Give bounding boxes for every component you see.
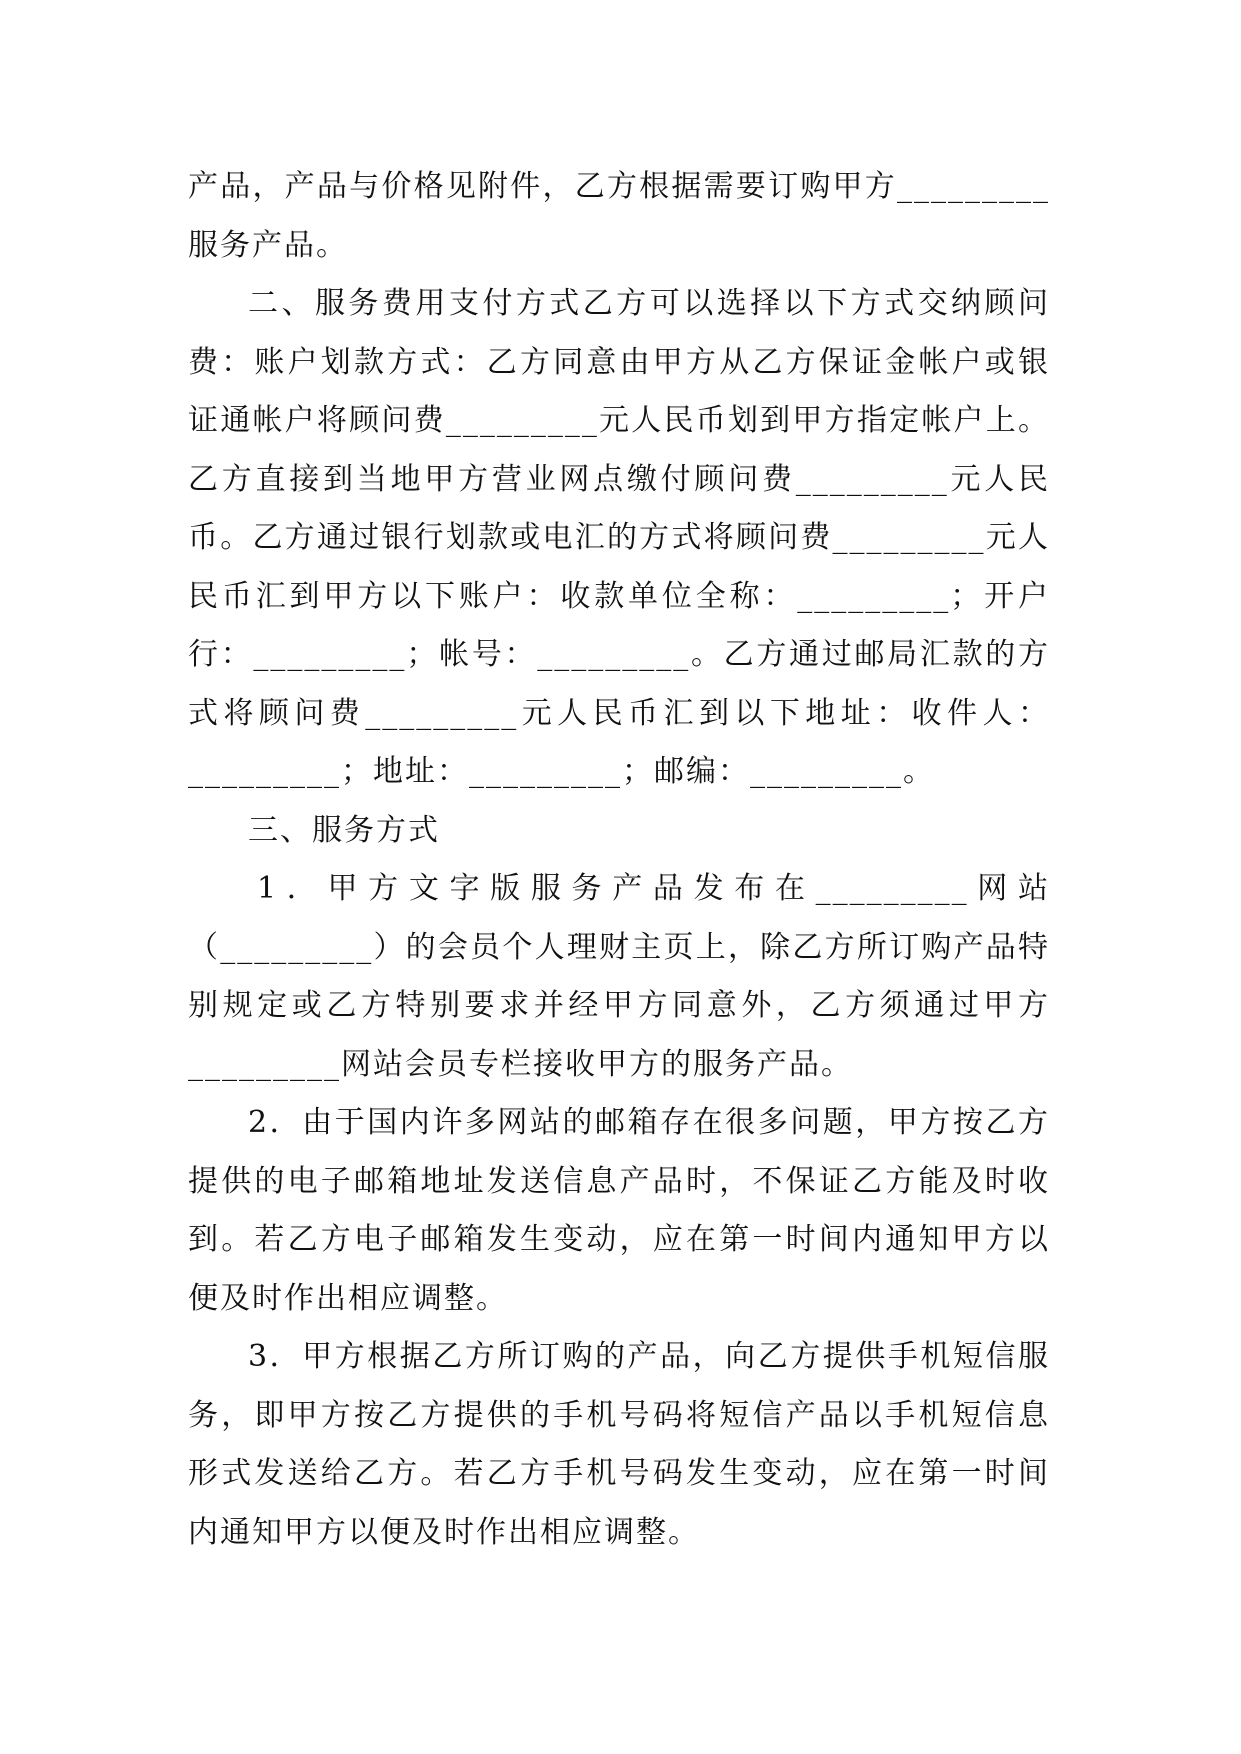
section-heading-service-method: 三、服务方式: [248, 812, 440, 848]
paragraph-payment-method: 二、服务费用支付方式乙方可以选择以下方式交纳顾问费：账户划款方式：乙方同意由甲方从乙方保证金帐户或银证通帐户将顾问费_________元人民币划到甲方指定帐户上。乙方直接到当地甲方营业网点缴付顾问费_________元人民币。乙方通过银行划款或电汇的方式将顾问费_________元人民币汇到甲方以下账户：收款单位全称：_________；开户行：_________；帐号：_________。乙方通过邮局汇款的方式将顾问费_________元人民币汇到以下地址：收件人：_________；地址：_________；邮编：_________。: [188, 286, 1050, 789]
paragraph-item-1: 1．甲方文字版服务产品发布在_________网站（_________）的会员个人理财主页上，除乙方所订购产品特别规定或乙方特别要求并经甲方同意外，乙方须通过甲方_________网站会员专栏接收甲方的服务产品。: [188, 871, 1050, 1082]
paragraph-product-order: 产品，产品与价格见附件，乙方根据需要订购甲方_________服务产品。: [188, 169, 1050, 263]
paragraph-item-3: 3．甲方根据乙方所订购的产品，向乙方提供手机短信服务，即甲方按乙方提供的手机号码将短信产品以手机短信息形式发送给乙方。若乙方手机号码发生变动，应在第一时间内通知甲方以便及时作出相应调整。: [188, 1339, 1050, 1550]
paragraph-item-2: 2．由于国内许多网站的邮箱存在很多问题，甲方按乙方提供的电子邮箱地址发送信息产品时，不保证乙方能及时收到。若乙方电子邮箱发生变动，应在第一时间内通知甲方以便及时作出相应调整。: [188, 1105, 1050, 1316]
document-body: [188, 158, 1050, 1562]
